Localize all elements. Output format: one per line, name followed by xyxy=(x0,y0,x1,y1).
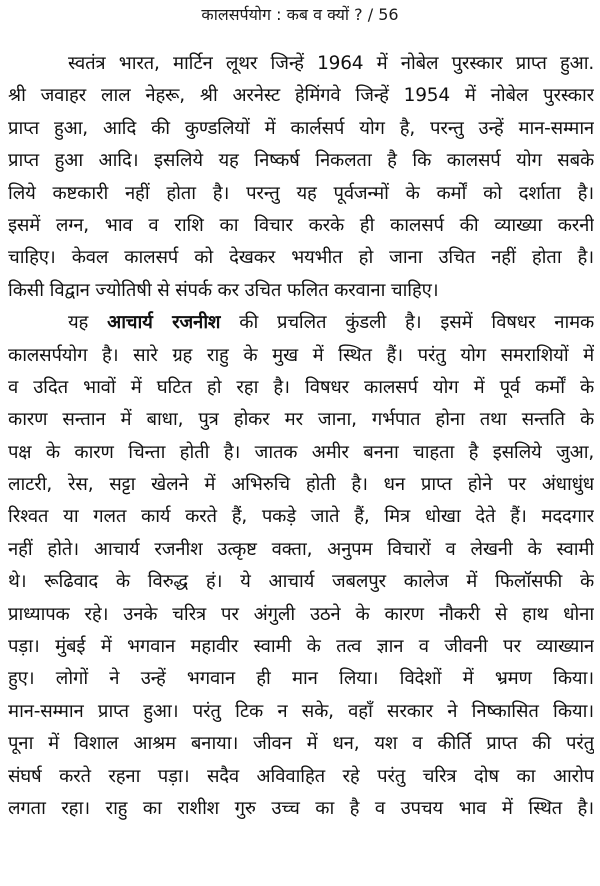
text-line: व उदित भावों में घटित हो रहा है। विषधर कालसर्प योग में पूर्व कर्मों के xyxy=(8,376,594,398)
text-line: इसमें लग्न, भाव व राशि का विचार करके ही कालसर्प की व्याख्या करनी xyxy=(8,214,594,236)
text-line: स्वतंत्र भारत, मार्टिन लूथर जिन्हें 1964 में नोबेल पुरस्कार प्राप्त हुआ. xyxy=(68,53,594,74)
text-line: पूना में विशाल आश्रम बनाया। जीवन में धन, यश व कीर्ति प्राप्त की परंतु xyxy=(8,733,594,755)
text-line: पक्ष के कारण चिन्ता होती है। जातक अमीर बनना चाहता है इसलिये जुआ, xyxy=(8,441,594,463)
text-line: लगता रहा। राहु का राशीश गुरु उच्च का है व उपचय भाव में स्थित है। xyxy=(8,797,594,819)
text-line: कालसर्पयोग है। सारे ग्रह राहु के मुख में स्थित हैं। परंतु योग समराशियों में xyxy=(8,344,594,366)
text-line: चाहिए। केवल कालसर्प को देखकर भयभीत हो जाना उचित नहीं होता है। xyxy=(8,247,594,269)
text-line: संघर्ष करते रहना पड़ा। सदैव अविवाहित रहे परंतु चरित्र दोष का आरोप xyxy=(8,765,594,787)
text-line: रिश्वत या गलत कार्य करते हैं, पकड़े जाते हैं, मित्र धोखा देते हैं। मददगार xyxy=(8,506,594,528)
text-line: थे। रूढिवाद के विरुद्ध हं। ये आचार्य जबलपुर कालेज में फिलॉसफी के xyxy=(8,571,594,593)
text-line: प्राध्यापक रहे। उनके चरित्र पर अंगुली उठने के कारण नौकरी से हाथ धोना xyxy=(8,603,594,625)
text-run: यह xyxy=(68,312,108,334)
bold-name: आचार्य रजनीश xyxy=(107,312,221,334)
text-line: लिये कष्टकारी नहीं होता है। परन्तु यह पूर्वजन्मों के कर्मों को दर्शाता है। xyxy=(8,182,594,204)
page-header: कालसर्पयोग : कब व क्यों ? / 56 xyxy=(201,5,399,24)
text-line: कारण सन्तान में बाधा, पुत्र होकर मर जाना, गर्भपात होना तथा सन्तति के xyxy=(8,409,594,431)
text-line xyxy=(8,307,594,339)
text-line: पड़ा। मुंबई में भगवान महावीर स्वामी के तत्व ज्ञान व जीवनी पर व्याख्यान xyxy=(8,636,594,658)
text-line: हुए। लोगों ने उन्हें भगवान ही मान लिया। विदेशों में भ्रमण किया। xyxy=(8,668,594,690)
text-line: प्राप्त हुआ, आदि की कुण्डलियों में कार्लसर्प योग है, परन्तु उन्हें मान-सम्मान xyxy=(8,117,594,139)
text-line: श्री जवाहर लाल नेहरू, श्री अरनेस्ट हेमिंगवे जिन्हें 1954 में नोबेल पुरस्कार xyxy=(8,85,594,107)
paragraph-2 xyxy=(8,307,594,825)
text-line: लाटरी, रेस, सट्टा खेलने में अभिरुचि होती है। धन प्राप्त होने पर अंधाधुंध xyxy=(8,474,594,496)
text-line: नहीं होते। आचार्य रजनीश उत्कृष्ट वक्ता, अनुपम विचारों व लेखनी के स्वामी xyxy=(8,538,594,560)
body-text xyxy=(8,48,594,825)
text-line: मान-सम्मान प्राप्त हुआ। परंतु टिक न सके, वहाँ सरकार ने निष्कासित किया। xyxy=(8,700,594,722)
paragraph-1 xyxy=(8,48,594,307)
text-line: किसी विद्वान ज्योतिषी से संपर्क कर उचित फलित करवाना चाहिए। xyxy=(8,279,439,301)
text-run: की प्रचलित कुंडली है। इसमें विषधर नामक xyxy=(220,312,594,334)
text-line: प्राप्त हुआ आदि। इसलिये यह निष्कर्ष निकलता है कि कालसर्प योग सबके xyxy=(8,150,594,172)
